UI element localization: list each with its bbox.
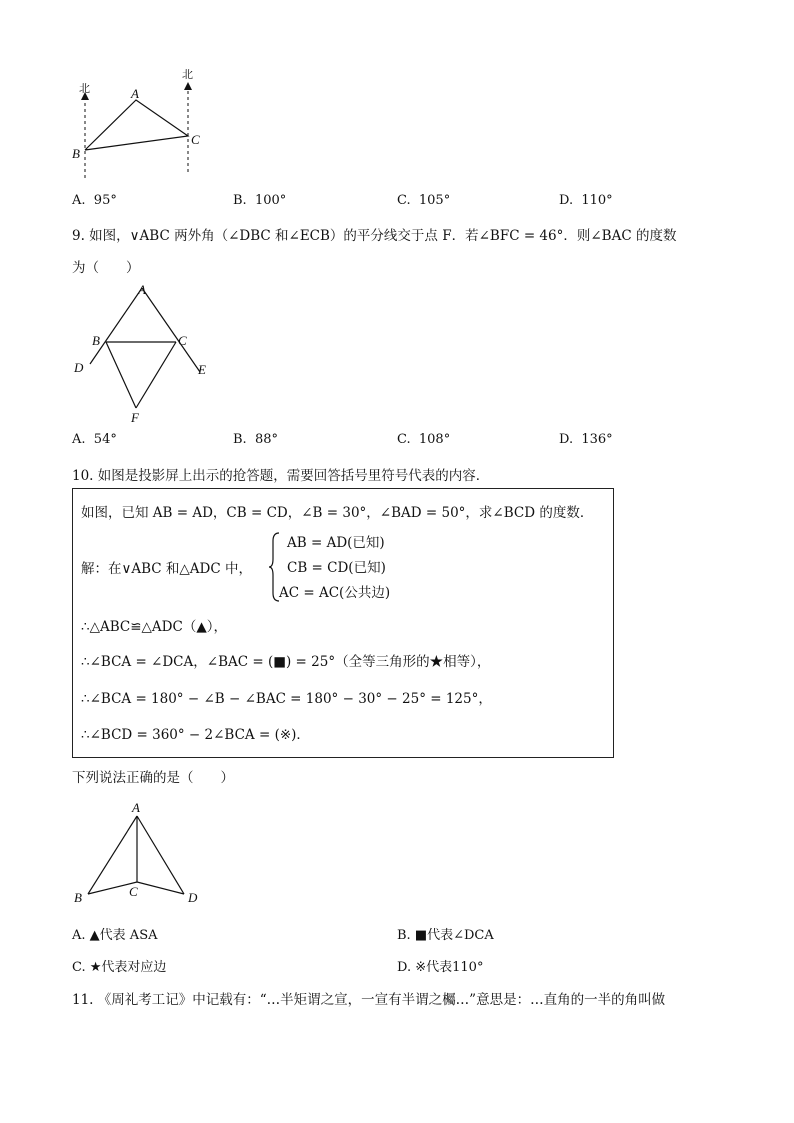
projection-box xyxy=(72,488,614,758)
q10-option-d[interactable] xyxy=(397,956,483,975)
option-text: 88° xyxy=(254,432,278,447)
option-text: 108° xyxy=(418,432,451,447)
point-a-label: A xyxy=(131,86,139,101)
q9-option-d[interactable] xyxy=(559,432,613,447)
point-b-label: B xyxy=(72,146,80,161)
side-ab xyxy=(88,816,137,894)
q10-option-c[interactable] xyxy=(72,956,166,975)
point-b-label: B xyxy=(92,333,100,348)
q9-option-c[interactable] xyxy=(397,432,450,447)
box-cond1: AB = AD(已知) xyxy=(287,535,385,551)
q9-stem-line1: 9. 如图，∨ABC 两外角（∠DBC 和∠ECB）的平分线交于点 F．若∠BFC = 46°．则∠BAC 的度数 xyxy=(72,228,677,244)
q10-figure xyxy=(70,798,210,910)
point-a-label: A xyxy=(138,282,146,297)
option-text: 105° xyxy=(418,193,451,208)
point-d-label: D xyxy=(188,890,198,905)
bisector-cf xyxy=(136,342,176,408)
triangle-abc xyxy=(85,100,188,150)
box-step1: ∴△ABC≌△ADC（▲）， xyxy=(81,619,227,635)
point-c-label: C xyxy=(129,884,138,899)
point-f-label: F xyxy=(131,410,139,425)
north-label-right: 北 xyxy=(182,68,193,81)
option-key: B. xyxy=(233,432,247,447)
option-key: D. xyxy=(559,432,574,447)
side-cd xyxy=(137,882,184,894)
side-ad xyxy=(137,816,184,894)
option-text: 54° xyxy=(93,432,117,447)
point-d-label: D xyxy=(74,360,84,375)
option-text: ▲代表 ASA xyxy=(89,928,158,943)
option-key: A. xyxy=(72,928,86,943)
q10-after: 下列说法正确的是（ ） xyxy=(72,770,234,786)
option-key: B. xyxy=(397,928,411,943)
q11-stem: 11. 《周礼考工记》中记载有：“…半矩谓之宣，一宣有半谓之欘…”意思是：…直角的一半的角叫做 xyxy=(72,992,666,1008)
option-text: 95° xyxy=(93,193,117,208)
box-cond2: CB = CD(已知) xyxy=(287,560,386,576)
box-step4: ∴∠BCD = 360° − 2∠BCA = (※)． xyxy=(81,727,310,743)
q8-option-c[interactable] xyxy=(397,193,450,208)
box-solve-prefix: 解：在∨ABC 和△ADC 中， xyxy=(81,561,252,577)
side-ac-extended xyxy=(142,288,200,372)
option-key: B. xyxy=(233,193,247,208)
q9-option-b[interactable] xyxy=(233,432,278,447)
q8-figure xyxy=(66,62,216,184)
q10-option-a[interactable] xyxy=(72,924,157,943)
point-b-label: B xyxy=(74,890,82,905)
option-key: A. xyxy=(72,193,86,208)
box-cond3: AC = AC(公共边) xyxy=(279,585,391,601)
point-a-label: A xyxy=(132,800,140,815)
option-key: D. xyxy=(397,960,412,975)
option-text: ■代表∠DCA xyxy=(414,928,494,943)
option-key: A. xyxy=(72,432,86,447)
option-key: D. xyxy=(559,193,574,208)
point-e-label: E xyxy=(198,362,206,377)
option-key: C. xyxy=(397,193,411,208)
q10-stem: 10. 如图是投影屏上出示的抢答题，需要回答括号里符号代表的内容． xyxy=(72,468,490,484)
side-ab-extended xyxy=(90,288,142,364)
q9-figure xyxy=(70,280,220,426)
option-key: C. xyxy=(72,960,86,975)
box-step2: ∴∠BCA = ∠DCA，∠BAC = (■) = 25°（全等三角形的★相等）， xyxy=(81,654,491,670)
bisector-bf xyxy=(106,342,136,408)
box-step3: ∴∠BCA = 180° − ∠B − ∠BAC = 180° − 30° − 25° = 125°， xyxy=(81,691,492,707)
q10-option-b[interactable] xyxy=(397,924,494,943)
option-key: C. xyxy=(397,432,411,447)
point-c-label: C xyxy=(178,333,187,348)
option-text: 136° xyxy=(581,432,613,447)
q8-option-b[interactable] xyxy=(233,193,286,208)
box-problem: 如图，已知 AB = AD，CB = CD，∠B = 30°，∠BAD = 50°，求∠BCD 的度数． xyxy=(81,505,594,521)
option-text: 110° xyxy=(581,193,613,208)
q9-option-a[interactable] xyxy=(72,432,117,447)
q8-option-d[interactable] xyxy=(559,193,613,208)
q8-option-a[interactable] xyxy=(72,193,117,208)
option-text: ※代表110° xyxy=(415,960,484,975)
point-c-label: C xyxy=(191,132,200,147)
option-text: 100° xyxy=(254,193,287,208)
q9-stem-line2: 为（ ） xyxy=(72,260,140,276)
north-label-left: 北 xyxy=(79,82,90,95)
option-text: ★代表对应边 xyxy=(89,960,167,975)
